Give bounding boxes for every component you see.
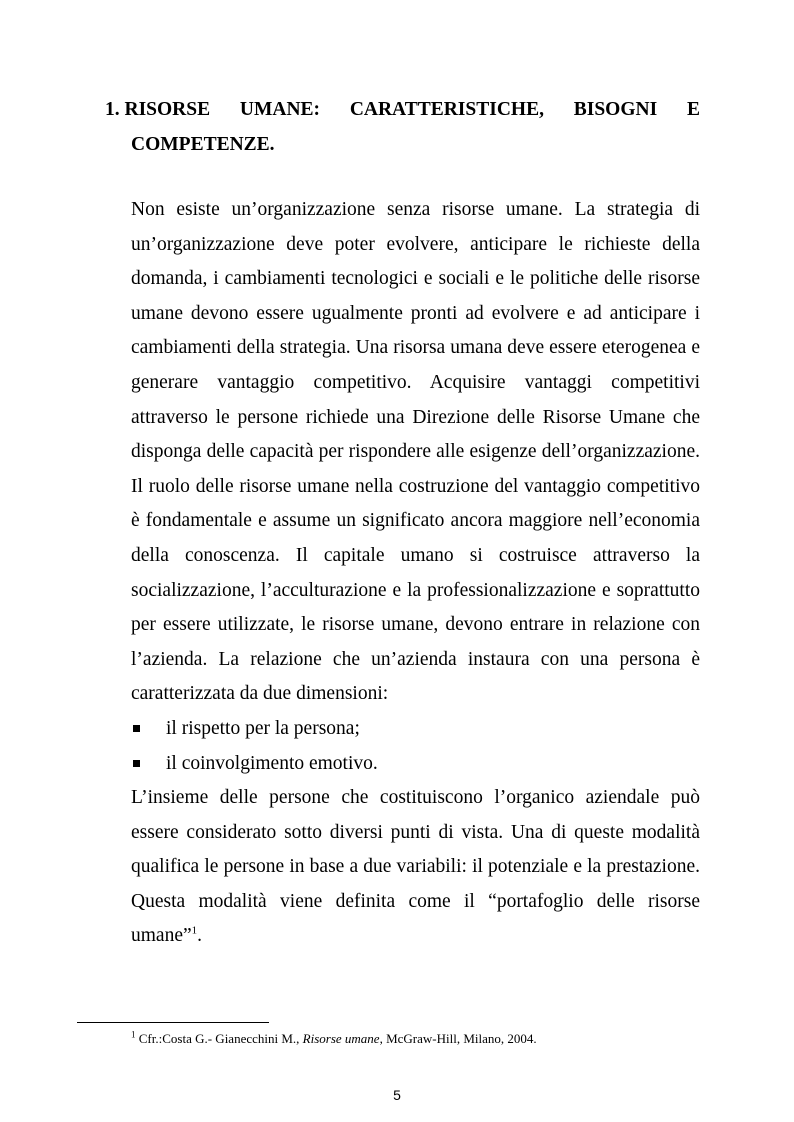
footnote — [131, 1031, 537, 1047]
body-text — [131, 193, 700, 954]
footnote-marker: 1 — [131, 1029, 136, 1040]
paragraph-2-end: . — [197, 925, 203, 947]
bullet-item — [131, 712, 700, 747]
section-heading — [105, 93, 700, 163]
paragraph-2-text: L’insieme delle persone che costituiscono l’organico aziendale può essere considerato sotto diversi punti di vista. Una di queste modalità qualifica le persone in base a due variabili: il potenziale e la prestazione. Questa modalità viene definita come il “portafoglio delle risorse umane” — [131, 787, 700, 947]
footnote-text-after: , McGraw-Hill, Milano, 2004. — [379, 1031, 537, 1046]
bullet-item-text: il coinvolgimento emotivo. — [166, 752, 378, 774]
footnote-reference[interactable]: 1 — [191, 924, 198, 937]
footnote-book-title: Risorse umane — [302, 1031, 380, 1046]
heading-word-text: RISORSE — [124, 99, 211, 120]
footnote-separator — [77, 1022, 269, 1023]
heading-word: CARATTERISTICHE, — [349, 99, 544, 120]
page-number: 5 — [393, 1087, 401, 1103]
bullet-list — [131, 712, 700, 781]
bullet-item — [131, 747, 700, 782]
heading-word: BISOGNI — [573, 99, 658, 120]
square-bullet-icon — [133, 760, 140, 767]
heading-word: E — [686, 99, 700, 120]
heading-word: UMANE: — [239, 99, 321, 120]
section-number: 1. — [105, 99, 120, 120]
bullet-item-text: il rispetto per la persona; — [166, 717, 360, 739]
section-heading-line-1 — [105, 93, 700, 128]
paragraph-1: Non esiste un’organizzazione senza risorse umane. La strategia di un’organizzazione deve poter evolvere, anticipare le richieste della domanda, i cambiamenti tecnologici e sociali e le politiche delle risorse umane devono essere ugualmente pronti ad evolvere e ad anticipare i cambiamenti della strategia. Una risorsa umana deve essere eterogenea e generare vantaggio competitivo. Acquisire vantaggi competitivi attraverso le persone richiede una Direzione delle Risorse Umane che disponga delle capacità per rispondere alle esigenze dell’organizzazione. Il ruolo delle risorse umane nella costruzione del vantaggio competitivo è fondamentale e assume un significato ancora maggiore nell’economia della conoscenza. Il capitale umano si costruisce attraverso la socializzazione, l’acculturazione e la professionalizzazione e soprattutto per essere utilizzate, le risorse umane, devono entrare in relazione con l’azienda. La relazione che un’azienda instaura con una persona è caratterizzata da due dimensioni: — [131, 199, 700, 705]
square-bullet-icon — [133, 725, 140, 732]
footnote-text-before: Cfr.:Costa G.- Gianecchini M., — [135, 1031, 303, 1046]
heading-word — [105, 93, 210, 128]
paragraph-2 — [131, 781, 700, 954]
section-heading-line-2: COMPETENZE. — [131, 133, 275, 155]
